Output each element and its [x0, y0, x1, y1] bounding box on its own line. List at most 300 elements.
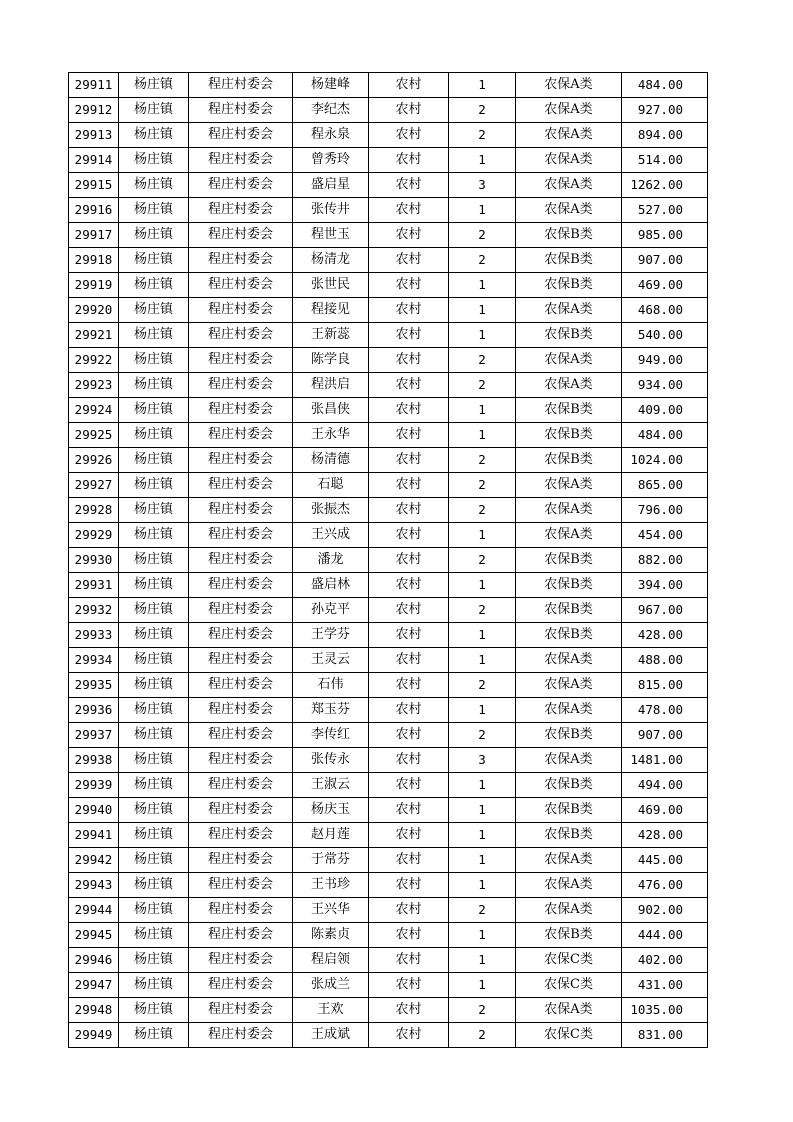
table-row [69, 823, 708, 848]
cell-insurance-category: 农保C类 [516, 973, 622, 998]
cell-person-name: 王新蕊 [293, 323, 369, 348]
cell-area-type: 农村 [369, 448, 449, 473]
cell-serial-number: 29939 [69, 773, 119, 798]
cell-person-name: 盛启星 [293, 173, 369, 198]
table-row [69, 998, 708, 1023]
table-row [69, 373, 708, 398]
table-row [69, 273, 708, 298]
cell-insurance-category: 农保B类 [516, 223, 622, 248]
cell-town: 杨庄镇 [119, 773, 189, 798]
cell-serial-number: 29929 [69, 523, 119, 548]
cell-area-type: 农村 [369, 798, 449, 823]
cell-serial-number: 29932 [69, 598, 119, 623]
cell-village-committee: 程庄村委会 [189, 348, 293, 373]
cell-person-name: 程启领 [293, 948, 369, 973]
cell-town: 杨庄镇 [119, 998, 189, 1023]
cell-amount: 468.00 [622, 298, 708, 323]
cell-area-type: 农村 [369, 673, 449, 698]
cell-village-committee: 程庄村委会 [189, 373, 293, 398]
cell-household-count: 1 [449, 948, 516, 973]
cell-town: 杨庄镇 [119, 723, 189, 748]
cell-town: 杨庄镇 [119, 123, 189, 148]
cell-village-committee: 程庄村委会 [189, 848, 293, 873]
cell-village-committee: 程庄村委会 [189, 823, 293, 848]
cell-household-count: 2 [449, 373, 516, 398]
table-row [69, 973, 708, 998]
cell-household-count: 1 [449, 423, 516, 448]
cell-village-committee: 程庄村委会 [189, 398, 293, 423]
cell-area-type: 农村 [369, 248, 449, 273]
cell-person-name: 张世民 [293, 273, 369, 298]
cell-insurance-category: 农保B类 [516, 598, 622, 623]
cell-household-count: 2 [449, 673, 516, 698]
cell-household-count: 2 [449, 898, 516, 923]
cell-household-count: 2 [449, 723, 516, 748]
records-table-body [69, 73, 708, 1048]
cell-amount: 934.00 [622, 373, 708, 398]
cell-amount: 882.00 [622, 548, 708, 573]
cell-serial-number: 29928 [69, 498, 119, 523]
cell-serial-number: 29916 [69, 198, 119, 223]
table-row [69, 248, 708, 273]
cell-area-type: 农村 [369, 523, 449, 548]
cell-person-name: 张昌侠 [293, 398, 369, 423]
cell-town: 杨庄镇 [119, 798, 189, 823]
table-row [69, 198, 708, 223]
cell-amount: 1035.00 [622, 998, 708, 1023]
cell-household-count: 2 [449, 448, 516, 473]
cell-household-count: 1 [449, 798, 516, 823]
cell-serial-number: 29934 [69, 648, 119, 673]
cell-household-count: 2 [449, 998, 516, 1023]
cell-town: 杨庄镇 [119, 348, 189, 373]
cell-household-count: 1 [449, 623, 516, 648]
cell-person-name: 盛启林 [293, 573, 369, 598]
cell-town: 杨庄镇 [119, 973, 189, 998]
cell-serial-number: 29940 [69, 798, 119, 823]
cell-insurance-category: 农保B类 [516, 573, 622, 598]
cell-serial-number: 29927 [69, 473, 119, 498]
cell-serial-number: 29911 [69, 73, 119, 98]
cell-insurance-category: 农保B类 [516, 623, 622, 648]
cell-town: 杨庄镇 [119, 748, 189, 773]
cell-serial-number: 29935 [69, 673, 119, 698]
cell-village-committee: 程庄村委会 [189, 223, 293, 248]
cell-town: 杨庄镇 [119, 148, 189, 173]
table-row [69, 773, 708, 798]
cell-town: 杨庄镇 [119, 223, 189, 248]
cell-amount: 394.00 [622, 573, 708, 598]
cell-person-name: 王学芬 [293, 623, 369, 648]
cell-serial-number: 29942 [69, 848, 119, 873]
cell-amount: 831.00 [622, 1023, 708, 1048]
cell-household-count: 1 [449, 873, 516, 898]
cell-person-name: 程世玉 [293, 223, 369, 248]
cell-person-name: 王灵云 [293, 648, 369, 673]
cell-village-committee: 程庄村委会 [189, 298, 293, 323]
cell-household-count: 1 [449, 273, 516, 298]
table-row [69, 573, 708, 598]
table-row [69, 423, 708, 448]
cell-serial-number: 29943 [69, 873, 119, 898]
cell-town: 杨庄镇 [119, 248, 189, 273]
cell-serial-number: 29918 [69, 248, 119, 273]
cell-person-name: 张成兰 [293, 973, 369, 998]
table-row [69, 723, 708, 748]
cell-area-type: 农村 [369, 398, 449, 423]
cell-insurance-category: 农保C类 [516, 948, 622, 973]
cell-person-name: 潘龙 [293, 548, 369, 573]
cell-town: 杨庄镇 [119, 848, 189, 873]
cell-household-count: 2 [449, 473, 516, 498]
cell-village-committee: 程庄村委会 [189, 573, 293, 598]
cell-town: 杨庄镇 [119, 948, 189, 973]
cell-village-committee: 程庄村委会 [189, 148, 293, 173]
cell-area-type: 农村 [369, 548, 449, 573]
table-row [69, 298, 708, 323]
table-row [69, 398, 708, 423]
table-row [69, 548, 708, 573]
cell-area-type: 农村 [369, 573, 449, 598]
table-row [69, 348, 708, 373]
cell-town: 杨庄镇 [119, 623, 189, 648]
cell-village-committee: 程庄村委会 [189, 248, 293, 273]
cell-person-name: 程接见 [293, 298, 369, 323]
cell-serial-number: 29945 [69, 923, 119, 948]
cell-person-name: 王永华 [293, 423, 369, 448]
cell-insurance-category: 农保B类 [516, 423, 622, 448]
cell-serial-number: 29920 [69, 298, 119, 323]
cell-town: 杨庄镇 [119, 198, 189, 223]
cell-insurance-category: 农保A类 [516, 348, 622, 373]
cell-person-name: 王成斌 [293, 1023, 369, 1048]
cell-village-committee: 程庄村委会 [189, 998, 293, 1023]
cell-serial-number: 29925 [69, 423, 119, 448]
cell-household-count: 1 [449, 573, 516, 598]
cell-person-name: 杨清德 [293, 448, 369, 473]
cell-village-committee: 程庄村委会 [189, 923, 293, 948]
cell-amount: 494.00 [622, 773, 708, 798]
cell-village-committee: 程庄村委会 [189, 198, 293, 223]
cell-serial-number: 29938 [69, 748, 119, 773]
cell-person-name: 石聪 [293, 473, 369, 498]
cell-household-count: 1 [449, 298, 516, 323]
cell-person-name: 张传永 [293, 748, 369, 773]
cell-household-count: 3 [449, 173, 516, 198]
cell-person-name: 王淑云 [293, 773, 369, 798]
cell-insurance-category: 农保B类 [516, 548, 622, 573]
cell-town: 杨庄镇 [119, 673, 189, 698]
cell-amount: 428.00 [622, 623, 708, 648]
cell-serial-number: 29931 [69, 573, 119, 598]
table-row [69, 523, 708, 548]
cell-insurance-category: 农保B类 [516, 723, 622, 748]
cell-village-committee: 程庄村委会 [189, 473, 293, 498]
cell-village-committee: 程庄村委会 [189, 448, 293, 473]
cell-area-type: 农村 [369, 173, 449, 198]
table-row [69, 873, 708, 898]
cell-amount: 985.00 [622, 223, 708, 248]
cell-amount: 927.00 [622, 98, 708, 123]
cell-village-committee: 程庄村委会 [189, 973, 293, 998]
cell-insurance-category: 农保B类 [516, 398, 622, 423]
table-row [69, 73, 708, 98]
table-row [69, 448, 708, 473]
cell-insurance-category: 农保A类 [516, 98, 622, 123]
cell-village-committee: 程庄村委会 [189, 123, 293, 148]
cell-serial-number: 29921 [69, 323, 119, 348]
cell-household-count: 1 [449, 523, 516, 548]
cell-village-committee: 程庄村委会 [189, 423, 293, 448]
cell-person-name: 张振杰 [293, 498, 369, 523]
cell-village-committee: 程庄村委会 [189, 548, 293, 573]
table-row [69, 598, 708, 623]
cell-household-count: 2 [449, 248, 516, 273]
cell-village-committee: 程庄村委会 [189, 623, 293, 648]
cell-town: 杨庄镇 [119, 448, 189, 473]
cell-insurance-category: 农保B类 [516, 323, 622, 348]
cell-area-type: 农村 [369, 298, 449, 323]
cell-insurance-category: 农保A类 [516, 998, 622, 1023]
cell-household-count: 1 [449, 923, 516, 948]
table-row [69, 848, 708, 873]
cell-household-count: 1 [449, 148, 516, 173]
cell-area-type: 农村 [369, 273, 449, 298]
cell-town: 杨庄镇 [119, 298, 189, 323]
cell-household-count: 2 [449, 348, 516, 373]
table-row [69, 148, 708, 173]
table-row [69, 698, 708, 723]
cell-insurance-category: 农保A类 [516, 748, 622, 773]
table-row [69, 498, 708, 523]
cell-serial-number: 29941 [69, 823, 119, 848]
cell-insurance-category: 农保A类 [516, 848, 622, 873]
cell-town: 杨庄镇 [119, 273, 189, 298]
cell-area-type: 农村 [369, 223, 449, 248]
table-row [69, 98, 708, 123]
cell-village-committee: 程庄村委会 [189, 748, 293, 773]
cell-town: 杨庄镇 [119, 498, 189, 523]
cell-village-committee: 程庄村委会 [189, 323, 293, 348]
cell-village-committee: 程庄村委会 [189, 173, 293, 198]
cell-serial-number: 29930 [69, 548, 119, 573]
cell-insurance-category: 农保B类 [516, 798, 622, 823]
cell-area-type: 农村 [369, 698, 449, 723]
cell-area-type: 农村 [369, 948, 449, 973]
cell-person-name: 杨清龙 [293, 248, 369, 273]
cell-household-count: 2 [449, 98, 516, 123]
cell-town: 杨庄镇 [119, 548, 189, 573]
cell-area-type: 农村 [369, 923, 449, 948]
cell-amount: 454.00 [622, 523, 708, 548]
cell-household-count: 2 [449, 598, 516, 623]
cell-area-type: 农村 [369, 723, 449, 748]
cell-town: 杨庄镇 [119, 523, 189, 548]
cell-village-committee: 程庄村委会 [189, 498, 293, 523]
cell-area-type: 农村 [369, 873, 449, 898]
cell-amount: 527.00 [622, 198, 708, 223]
cell-town: 杨庄镇 [119, 898, 189, 923]
cell-amount: 796.00 [622, 498, 708, 523]
table-row [69, 798, 708, 823]
cell-household-count: 2 [449, 1023, 516, 1048]
cell-amount: 907.00 [622, 248, 708, 273]
cell-household-count: 3 [449, 748, 516, 773]
cell-insurance-category: 农保B类 [516, 923, 622, 948]
cell-person-name: 赵月莲 [293, 823, 369, 848]
cell-village-committee: 程庄村委会 [189, 1023, 293, 1048]
cell-town: 杨庄镇 [119, 323, 189, 348]
cell-amount: 1262.00 [622, 173, 708, 198]
cell-person-name: 陈学良 [293, 348, 369, 373]
cell-household-count: 2 [449, 123, 516, 148]
cell-town: 杨庄镇 [119, 423, 189, 448]
cell-area-type: 农村 [369, 1023, 449, 1048]
cell-area-type: 农村 [369, 198, 449, 223]
cell-serial-number: 29923 [69, 373, 119, 398]
cell-amount: 469.00 [622, 798, 708, 823]
cell-serial-number: 29913 [69, 123, 119, 148]
cell-area-type: 农村 [369, 423, 449, 448]
cell-household-count: 1 [449, 73, 516, 98]
cell-person-name: 张传井 [293, 198, 369, 223]
cell-amount: 445.00 [622, 848, 708, 873]
cell-insurance-category: 农保A类 [516, 648, 622, 673]
table-row [69, 223, 708, 248]
cell-household-count: 1 [449, 198, 516, 223]
cell-serial-number: 29919 [69, 273, 119, 298]
cell-amount: 488.00 [622, 648, 708, 673]
cell-amount: 444.00 [622, 923, 708, 948]
cell-amount: 514.00 [622, 148, 708, 173]
cell-household-count: 1 [449, 323, 516, 348]
cell-amount: 815.00 [622, 673, 708, 698]
cell-area-type: 农村 [369, 373, 449, 398]
cell-village-committee: 程庄村委会 [189, 723, 293, 748]
table-row [69, 898, 708, 923]
cell-village-committee: 程庄村委会 [189, 798, 293, 823]
cell-person-name: 石伟 [293, 673, 369, 698]
cell-area-type: 农村 [369, 973, 449, 998]
cell-serial-number: 29933 [69, 623, 119, 648]
cell-village-committee: 程庄村委会 [189, 98, 293, 123]
cell-person-name: 于常芬 [293, 848, 369, 873]
table-row [69, 473, 708, 498]
cell-town: 杨庄镇 [119, 923, 189, 948]
cell-insurance-category: 农保A类 [516, 198, 622, 223]
cell-serial-number: 29948 [69, 998, 119, 1023]
cell-insurance-category: 农保A类 [516, 173, 622, 198]
cell-amount: 428.00 [622, 823, 708, 848]
cell-person-name: 孙克平 [293, 598, 369, 623]
cell-town: 杨庄镇 [119, 648, 189, 673]
table-row [69, 923, 708, 948]
cell-amount: 431.00 [622, 973, 708, 998]
cell-person-name: 王兴成 [293, 523, 369, 548]
cell-household-count: 2 [449, 498, 516, 523]
cell-village-committee: 程庄村委会 [189, 673, 293, 698]
cell-person-name: 程永泉 [293, 123, 369, 148]
cell-town: 杨庄镇 [119, 823, 189, 848]
table-row [69, 748, 708, 773]
cell-serial-number: 29922 [69, 348, 119, 373]
cell-town: 杨庄镇 [119, 98, 189, 123]
cell-insurance-category: 农保A类 [516, 373, 622, 398]
cell-amount: 1481.00 [622, 748, 708, 773]
cell-insurance-category: 农保C类 [516, 1023, 622, 1048]
cell-amount: 402.00 [622, 948, 708, 973]
cell-town: 杨庄镇 [119, 473, 189, 498]
cell-person-name: 王书珍 [293, 873, 369, 898]
cell-village-committee: 程庄村委会 [189, 898, 293, 923]
cell-insurance-category: 农保A类 [516, 73, 622, 98]
records-table [68, 72, 708, 1048]
cell-area-type: 农村 [369, 323, 449, 348]
cell-serial-number: 29946 [69, 948, 119, 973]
cell-town: 杨庄镇 [119, 598, 189, 623]
cell-area-type: 农村 [369, 898, 449, 923]
cell-amount: 540.00 [622, 323, 708, 348]
cell-village-committee: 程庄村委会 [189, 523, 293, 548]
cell-area-type: 农村 [369, 498, 449, 523]
cell-insurance-category: 农保A类 [516, 298, 622, 323]
cell-amount: 469.00 [622, 273, 708, 298]
cell-serial-number: 29949 [69, 1023, 119, 1048]
cell-area-type: 农村 [369, 73, 449, 98]
cell-amount: 894.00 [622, 123, 708, 148]
cell-town: 杨庄镇 [119, 573, 189, 598]
cell-village-committee: 程庄村委会 [189, 698, 293, 723]
cell-town: 杨庄镇 [119, 373, 189, 398]
cell-village-committee: 程庄村委会 [189, 73, 293, 98]
cell-insurance-category: 农保B类 [516, 273, 622, 298]
cell-village-committee: 程庄村委会 [189, 873, 293, 898]
table-row [69, 673, 708, 698]
cell-insurance-category: 农保A类 [516, 898, 622, 923]
cell-area-type: 农村 [369, 623, 449, 648]
cell-household-count: 1 [449, 648, 516, 673]
cell-insurance-category: 农保B类 [516, 773, 622, 798]
cell-area-type: 农村 [369, 998, 449, 1023]
table-row [69, 948, 708, 973]
cell-household-count: 1 [449, 773, 516, 798]
cell-village-committee: 程庄村委会 [189, 648, 293, 673]
cell-village-committee: 程庄村委会 [189, 948, 293, 973]
cell-person-name: 杨庆玉 [293, 798, 369, 823]
cell-area-type: 农村 [369, 848, 449, 873]
cell-town: 杨庄镇 [119, 873, 189, 898]
cell-person-name: 李纪杰 [293, 98, 369, 123]
cell-area-type: 农村 [369, 748, 449, 773]
table-row [69, 123, 708, 148]
cell-household-count: 2 [449, 223, 516, 248]
cell-area-type: 农村 [369, 473, 449, 498]
cell-amount: 967.00 [622, 598, 708, 623]
cell-serial-number: 29944 [69, 898, 119, 923]
cell-person-name: 王兴华 [293, 898, 369, 923]
cell-town: 杨庄镇 [119, 173, 189, 198]
cell-area-type: 农村 [369, 773, 449, 798]
cell-serial-number: 29912 [69, 98, 119, 123]
cell-person-name: 杨建峰 [293, 73, 369, 98]
cell-amount: 907.00 [622, 723, 708, 748]
cell-area-type: 农村 [369, 148, 449, 173]
cell-insurance-category: 农保A类 [516, 523, 622, 548]
cell-person-name: 陈素贞 [293, 923, 369, 948]
cell-serial-number: 29937 [69, 723, 119, 748]
cell-area-type: 农村 [369, 348, 449, 373]
cell-insurance-category: 农保A类 [516, 148, 622, 173]
